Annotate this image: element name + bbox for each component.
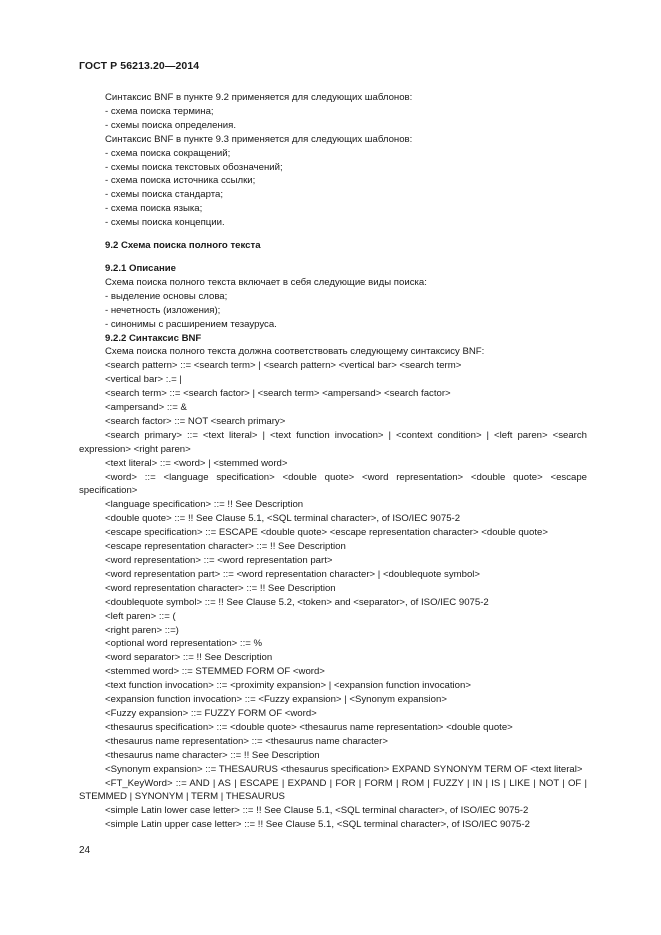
list-item: - схемы поиска определения. (105, 119, 236, 131)
document-header: ГОСТ Р 56213.20—2014 (79, 60, 200, 72)
page-body (79, 91, 587, 832)
bnf-rule: <search factor> ::= NOT <search primary> (105, 415, 286, 427)
bnf-rule: <FT_KeyWord> ::= AND | AS | ESCAPE | EXPAND | FOR | FORM | ROM | FUZZY | IN | IS | LIKE | NOT | OF | STEMMED | SYNONYM | TERM | THESAURUS (79, 777, 587, 803)
bnf-rule: <thesaurus name representation> ::= <thesaurus name character> (105, 735, 388, 747)
list-item: - выделение основы слова; (105, 290, 228, 302)
subsection-heading: 9.2.2 Синтаксис BNF (105, 332, 202, 344)
bnf-rule: <escape representation character> ::= !! See Description (105, 541, 346, 553)
spacer (79, 230, 587, 239)
bnf-rule: <stemmed word> ::= STEMMED FORM OF <word> (105, 666, 325, 678)
list-item: - схемы поиска текстовых обозначений; (105, 161, 283, 173)
bnf-rule: <word representation character> ::= !! See Description (105, 582, 336, 594)
bnf-rule: <escape specification> ::= ESCAPE <double quote> <escape representation character> <double quote> (105, 527, 548, 539)
bnf-rule: <Synonym expansion> ::= THESAURUS <thesaurus specification> EXPAND SYNONYM TERM OF <text literal> (105, 763, 583, 775)
bnf-rule: <search term> ::= <search factor> | <search term> <ampersand> <search factor> (105, 388, 451, 400)
bnf-rule: <left paren> ::= ( (105, 610, 176, 622)
list-item: - схема поиска источника ссылки; (105, 175, 256, 187)
list-item: - схема поиска термина; (105, 105, 214, 117)
bnf-rule: <word> ::= <language specification> <double quote> <word representation> <double quote> <escape specification> (79, 471, 587, 497)
list-item: - схемы поиска концепции. (105, 217, 225, 229)
bnf-rule: <thesaurus name character> ::= !! See Description (105, 749, 320, 761)
paragraph-bnf-9-3: Синтаксис BNF в пункте 9.3 применяется для следующих шаблонов: (105, 133, 413, 145)
bnf-rule: <simple Latin lower case letter> ::= !! See Clause 5.1, <SQL terminal character>, of ISO/IEC 9075-2 (105, 805, 529, 817)
bnf-rule: <word representation> ::= <word representation part> (105, 555, 333, 566)
list-item: - схемы поиска стандарта; (105, 189, 223, 201)
bnf-rule: <search pattern> ::= <search term> | <search pattern> <vertical bar> <search term> (105, 360, 462, 372)
bnf-rule: <text function invocation> ::= <proximity expansion> | <expansion function invocation> (105, 680, 471, 692)
list-item: - синонимы с расширением тезауруса. (105, 318, 277, 330)
page-number: 24 (79, 845, 91, 856)
bnf-rule: <language specification> ::= !! See Description (105, 499, 304, 511)
spacer (79, 253, 587, 262)
bnf-rule: <word separator> ::= !! See Description (105, 652, 273, 664)
bnf-rule: <Fuzzy expansion> ::= FUZZY FORM OF <word> (105, 707, 317, 719)
bnf-rule: <vertical bar> :.= | (105, 374, 182, 386)
bnf-rule: <right paren> ::=) (105, 624, 179, 636)
paragraph: Схема поиска полного текста включает в себя следующие виды поиска: (105, 276, 427, 288)
bnf-rule: <optional word representation> ::= % (105, 638, 263, 650)
subsection-heading: 9.2.1 Описание (105, 262, 176, 274)
bnf-rule: <expansion function invocation> ::= <Fuzzy expansion> | <Synonym expansion> (105, 694, 447, 706)
list-item: - нечетность (изложения); (105, 304, 221, 316)
bnf-rule: <simple Latin upper case letter> ::= !! See Clause 5.1, <SQL terminal character>, of ISO/IEC 9075-2 (105, 819, 530, 831)
list-item: - схема поиска языка; (105, 203, 203, 215)
list-item: - схема поиска сокращений; (105, 147, 231, 159)
bnf-rule: <doublequote symbol> ::= !! See Clause 5.2, <token> and <separator>, of ISO/IEC 9075-2 (105, 596, 489, 608)
bnf-rule: <search primary> ::= <text literal> | <text function invocation> | <context condition> | <left paren> <search expression> <right paren> (79, 429, 587, 455)
bnf-rule: <ampersand> ::= & (105, 402, 187, 414)
bnf-rule: <thesaurus specification> ::= <double quote> <thesaurus name representation> <double quote> (105, 721, 513, 733)
bnf-rule: <double quote> ::= !! See Clause 5.1, <SQL terminal character>, of ISO/IEC 9075-2 (105, 513, 461, 525)
section-heading: 9.2 Схема поиска полного текста (105, 240, 261, 252)
paragraph: Схема поиска полного текста должна соответствовать следующему синтаксису BNF: (105, 346, 485, 358)
bnf-rule: <word representation part> ::= <word representation character> | <doublequote symbol> (105, 568, 481, 580)
bnf-rule: <text literal> ::= <word> | <stemmed word> (105, 457, 288, 469)
paragraph-bnf-9-2: Синтаксис BNF в пункте 9.2 применяется для следующих шаблонов: (105, 92, 413, 103)
